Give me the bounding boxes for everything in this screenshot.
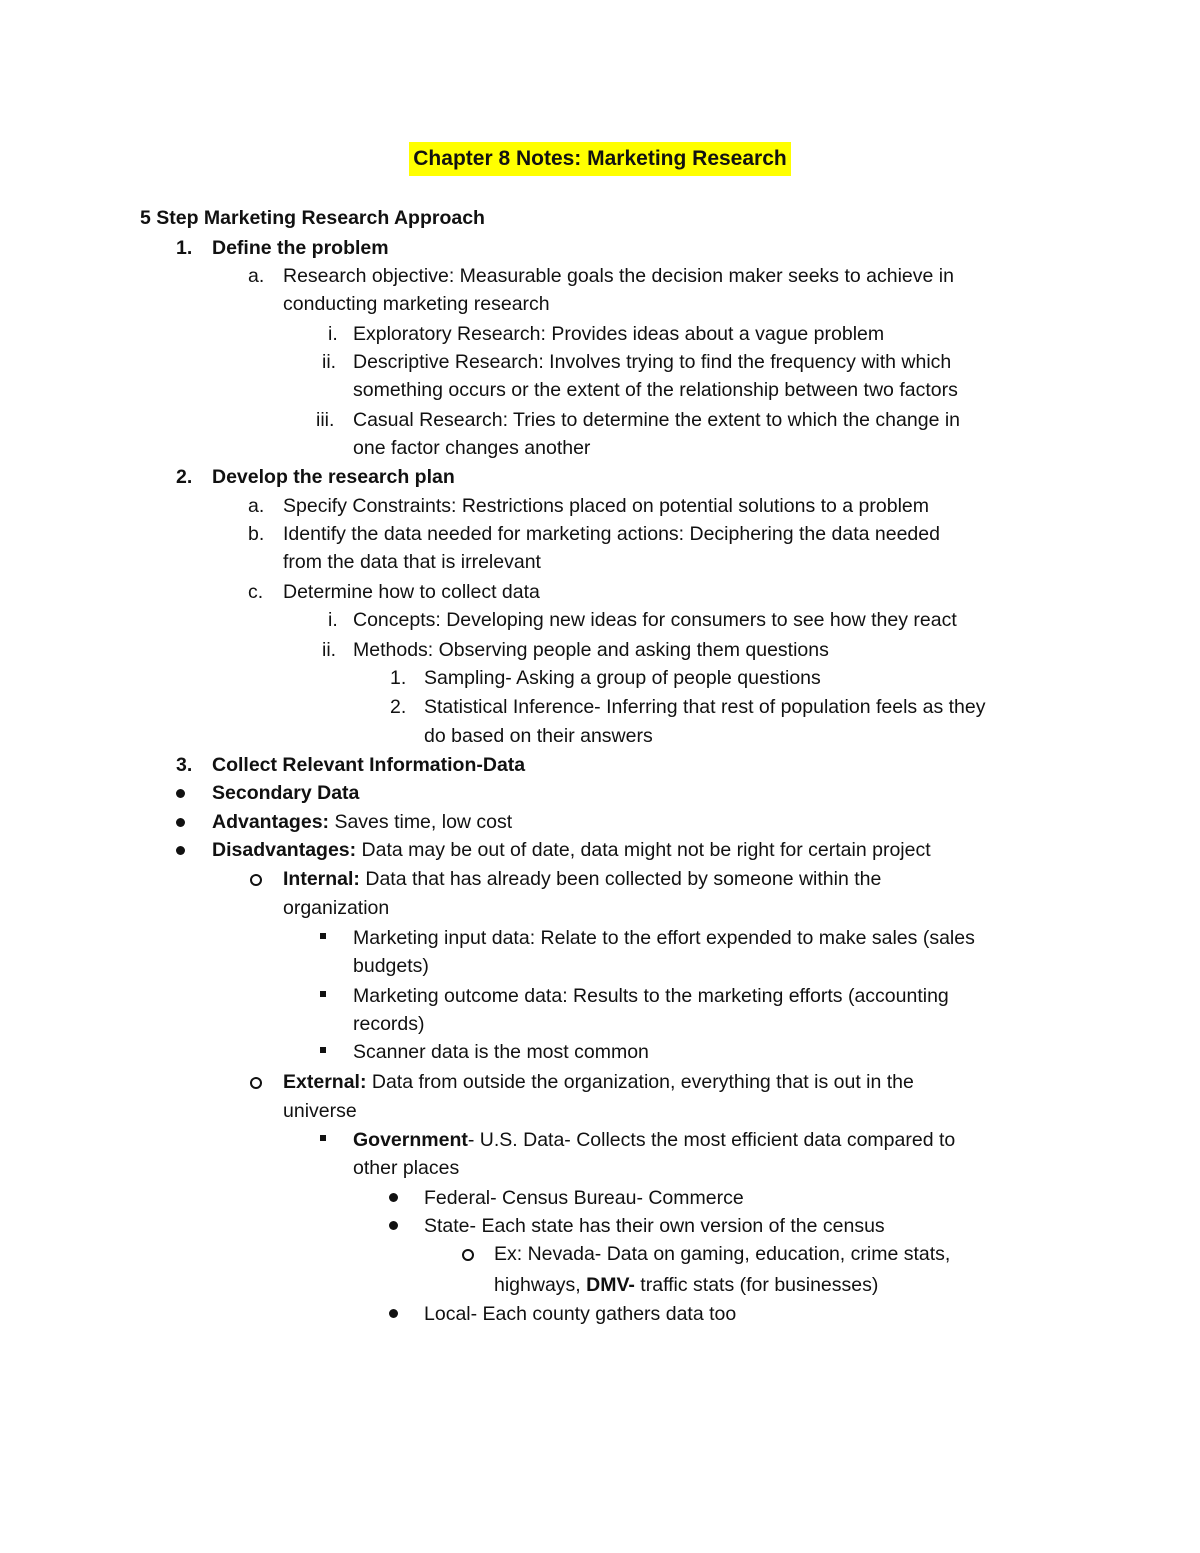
list-marker: iii.: [316, 409, 335, 431]
list-item-text: - U.S. Data- Collects the most efficient data compared to: [467, 1129, 956, 1151]
list-item: conducting marketing research: [283, 293, 550, 315]
list-item: Statistical Inference- Inferring that rest of population feels as they: [424, 696, 986, 718]
bullet-dot-icon: [176, 846, 185, 855]
list-item: do based on their answers: [424, 725, 653, 747]
list-item: State- Each state has their own version of the census: [424, 1215, 885, 1237]
list-item: [212, 808, 512, 836]
list-marker: 2.: [390, 696, 407, 718]
list-item: records): [353, 1013, 425, 1035]
bullet-square-icon: [320, 1047, 326, 1053]
list-item-label: Internal:: [283, 868, 360, 890]
list-item-label: DMV-: [586, 1274, 635, 1296]
list-item: other places: [353, 1157, 460, 1179]
bullet-dot-icon: [389, 1221, 398, 1230]
list-item: [283, 865, 881, 893]
list-item: Methods: Observing people and asking them questions: [353, 639, 829, 661]
step-2-heading: Develop the research plan: [212, 466, 455, 488]
list-item: [494, 1271, 878, 1299]
list-item: Identify the data needed for marketing actions: Deciphering the data needed: [283, 523, 940, 545]
list-marker: 1.: [390, 667, 407, 689]
list-item: Casual Research: Tries to determine the extent to which the change in: [353, 409, 961, 431]
list-item: Ex: Nevada- Data on gaming, education, crime stats,: [494, 1243, 951, 1265]
list-marker: a.: [248, 265, 265, 287]
bullet-circle-icon: [250, 874, 262, 886]
step-1-heading: Define the problem: [212, 237, 389, 259]
bullet-square-icon: [320, 991, 326, 997]
list-item: Specify Constraints: Restrictions placed on potential solutions to a problem: [283, 495, 930, 517]
list-item: Marketing outcome data: Results to the marketing efforts (accounting: [353, 985, 949, 1007]
list-item: [353, 1126, 955, 1154]
bullet-circle-icon: [462, 1249, 474, 1261]
list-item: Federal- Census Bureau- Commerce: [424, 1187, 744, 1209]
list-item-label: Government: [353, 1129, 468, 1151]
list-marker: i.: [328, 323, 338, 345]
list-item-text: highways,: [494, 1274, 587, 1296]
list-item: Local- Each county gathers data too: [424, 1303, 737, 1325]
list-item: from the data that is irrelevant: [283, 551, 541, 573]
list-item: Descriptive Research: Involves trying to find the frequency with which: [353, 351, 952, 373]
list-marker: b.: [248, 523, 265, 545]
list-marker: ii.: [322, 351, 337, 373]
list-item: Research objective: Measurable goals the decision maker seeks to achieve in: [283, 265, 954, 287]
list-item: Marketing input data: Relate to the effort expended to make sales (sales: [353, 927, 975, 949]
list-marker: 2.: [176, 466, 193, 488]
page-title: Chapter 8 Notes: Marketing Research: [409, 142, 790, 176]
list-item: universe: [283, 1100, 357, 1122]
list-marker: i.: [328, 609, 338, 631]
list-item: [212, 836, 931, 864]
list-item-label: Disadvantages:: [212, 839, 357, 861]
list-marker: c.: [248, 581, 264, 603]
list-item-label: External:: [283, 1071, 367, 1093]
list-marker: 3.: [176, 754, 193, 776]
list-item-text: Data that has already been collected by someone within the: [359, 868, 882, 890]
list-item: budgets): [353, 955, 429, 977]
bullet-circle-icon: [250, 1077, 262, 1089]
bullet-dot-icon: [389, 1193, 398, 1202]
list-item: Scanner data is the most common: [353, 1041, 649, 1063]
list-item: one factor changes another: [353, 437, 591, 459]
bullet-square-icon: [320, 1135, 326, 1141]
bullet-square-icon: [320, 933, 326, 939]
bullet-dot-icon: [176, 789, 185, 798]
list-marker: 1.: [176, 237, 193, 259]
title-container: [0, 142, 1200, 176]
bullet-dot-icon: [176, 818, 185, 827]
list-item-label: Advantages:: [212, 811, 330, 833]
list-item-text: Data may be out of date, data might not be right for certain project: [356, 839, 931, 861]
bullet-dot-icon: [389, 1309, 398, 1318]
list-item: organization: [283, 897, 390, 919]
list-item: Exploratory Research: Provides ideas about a vague problem: [353, 323, 885, 345]
list-item: Secondary Data: [212, 782, 360, 804]
list-item: [283, 1068, 914, 1096]
list-item: Concepts: Developing new ideas for consumers to see how they react: [353, 609, 957, 631]
list-marker: a.: [248, 495, 265, 517]
section-heading: 5 Step Marketing Research Approach: [140, 207, 485, 229]
list-item-text: traffic stats (for businesses): [634, 1274, 879, 1296]
list-item: Determine how to collect data: [283, 581, 540, 603]
list-item: Sampling- Asking a group of people questions: [424, 667, 821, 689]
list-item-text: Saves time, low cost: [329, 811, 513, 833]
step-3-heading: Collect Relevant Information-Data: [212, 754, 526, 776]
list-marker: ii.: [322, 639, 337, 661]
list-item-text: Data from outside the organization, everything that is out in the: [366, 1071, 914, 1093]
list-item: something occurs or the extent of the relationship between two factors: [353, 379, 958, 401]
